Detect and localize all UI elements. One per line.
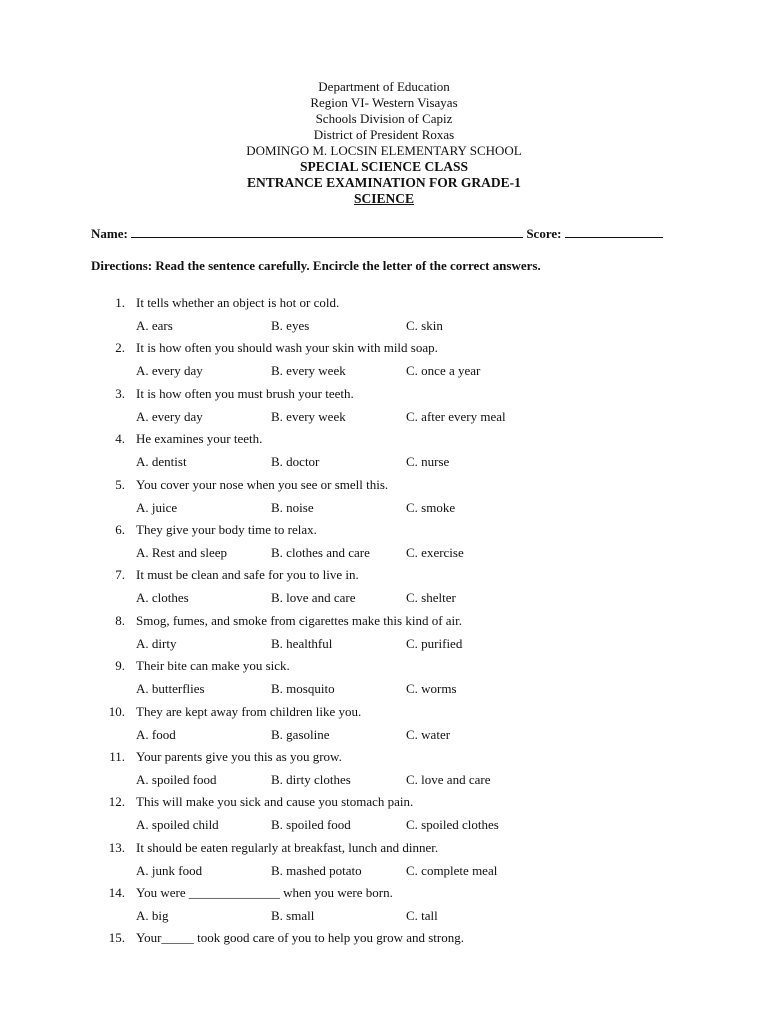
answer-option-b[interactable]: B. every week (271, 408, 346, 424)
score-label: Score: (526, 226, 562, 241)
answer-option-c[interactable]: C. exercise (406, 544, 464, 560)
question-text: It should be eaten regularly at breakfast, lunch and dinner. (136, 839, 439, 855)
question-number: 4. (115, 431, 125, 447)
question-text: They give your body time to relax. (136, 521, 317, 537)
answer-option-b[interactable]: B. spoiled food (271, 817, 351, 833)
answer-option-b[interactable]: B. dirty clothes (271, 771, 351, 787)
answer-option-c[interactable]: C. spoiled clothes (406, 817, 499, 833)
question-text: Their bite can make you sick. (136, 658, 290, 674)
question-number: 8. (115, 612, 125, 628)
question-text: Smog, fumes, and smoke from cigarettes make this kind of air. (136, 612, 463, 628)
question-item (0, 295, 768, 340)
score-blank-line[interactable] (565, 225, 663, 238)
question-number: 1. (115, 295, 125, 310)
answer-option-c[interactable]: C. love and care (406, 771, 491, 787)
answer-option-b[interactable]: B. clothes and care (271, 544, 370, 560)
answer-option-b[interactable]: B. small (271, 908, 315, 924)
question-number: 10. (108, 703, 125, 719)
answer-option-b[interactable]: B. healthful (271, 635, 333, 651)
question-text: He examines your teeth. (136, 431, 263, 447)
question-text: It is how often you should wash your skin with mild soap. (136, 340, 438, 356)
question-item (0, 431, 768, 476)
question-text: It is how often you must brush your teeth. (136, 385, 354, 401)
answer-option-a[interactable]: A. junk food (136, 862, 203, 878)
header-line-region: Region VI- Western Visayas (310, 95, 458, 110)
question-item (0, 749, 768, 794)
answer-option-a[interactable]: A. spoiled food (136, 771, 217, 787)
question-number: 2. (115, 340, 125, 356)
header-line-school: DOMINGO M. LOCSIN ELEMENTARY SCHOOL (246, 143, 522, 158)
question-item (0, 840, 768, 885)
question-number: 5. (115, 476, 125, 492)
answer-option-a[interactable]: A. big (136, 908, 169, 924)
question-number: 12. (108, 794, 125, 810)
question-text: You were ______________ when you were born. (136, 885, 393, 901)
question-item (0, 386, 768, 431)
answer-option-b[interactable]: B. love and care (271, 590, 356, 606)
answer-option-a[interactable]: A. clothes (136, 590, 189, 606)
question-number: 9. (115, 658, 125, 674)
answer-option-c[interactable]: C. once a year (406, 363, 481, 379)
question-number: 3. (115, 385, 125, 401)
name-score-row (91, 225, 681, 242)
answer-option-b[interactable]: B. every week (271, 363, 346, 379)
name-blank-line[interactable] (131, 225, 523, 238)
answer-option-c[interactable]: C. skin (406, 318, 443, 333)
question-number: 14. (108, 885, 125, 901)
question-item (0, 477, 768, 522)
question-text: They are kept away from children like you. (136, 703, 362, 719)
answer-option-c[interactable]: C. water (406, 726, 451, 742)
name-label: Name: (91, 226, 128, 241)
question-text: You cover your nose when you see or smell this. (136, 476, 389, 492)
header-line-department: Department of Education (318, 79, 450, 94)
answer-option-c[interactable]: C. worms (406, 681, 457, 697)
answer-option-c[interactable]: C. complete meal (406, 862, 498, 878)
question-text: This will make you sick and cause you stomach pain. (136, 794, 414, 810)
question-number: 13. (108, 839, 125, 855)
answer-option-a[interactable]: A. ears (136, 318, 173, 333)
answer-option-c[interactable]: C. shelter (406, 590, 456, 606)
answer-option-a[interactable]: A. every day (136, 408, 203, 424)
question-item (0, 340, 768, 385)
answer-option-c[interactable]: C. smoke (406, 499, 456, 515)
header-line-district: District of President Roxas (313, 127, 455, 142)
question-item (0, 522, 768, 567)
question-number: 6. (115, 521, 125, 537)
question-text: Your parents give you this as you grow. (136, 748, 342, 764)
question-item (0, 794, 768, 839)
answer-option-a[interactable]: A. spoiled child (136, 817, 219, 833)
question-list (0, 295, 768, 976)
answer-option-a[interactable]: A. dirty (136, 635, 177, 651)
exam-title: ENTRANCE EXAMINATION FOR GRADE-1 (247, 175, 521, 190)
answer-option-c[interactable]: C. purified (406, 635, 463, 651)
answer-option-a[interactable]: A. food (136, 726, 176, 742)
question-item (0, 567, 768, 612)
question-text: Your_____ took good care of you to help you grow and strong. (136, 930, 464, 946)
answer-option-a[interactable]: A. Rest and sleep (136, 544, 227, 560)
question-number: 7. (115, 567, 125, 583)
answer-option-a[interactable]: A. butterflies (136, 681, 205, 697)
directions-text: Directions: Read the sentence carefully. Encircle the letter of the correct answers. (91, 258, 541, 273)
question-item (0, 885, 768, 930)
answer-option-c[interactable]: C. nurse (406, 454, 450, 470)
answer-option-b[interactable]: B. mosquito (271, 681, 335, 697)
question-text: It tells whether an object is hot or cold. (136, 295, 340, 310)
answer-option-b[interactable]: B. eyes (271, 318, 310, 333)
answer-option-c[interactable]: C. tall (406, 908, 438, 924)
question-item (0, 930, 768, 975)
document-header (0, 79, 768, 207)
question-text: It must be clean and safe for you to live in. (136, 567, 359, 583)
answer-option-b[interactable]: B. noise (271, 499, 314, 515)
answer-option-b[interactable]: B. mashed potato (271, 862, 362, 878)
subject-title: SCIENCE (353, 191, 415, 206)
answer-option-b[interactable]: B. doctor (271, 454, 320, 470)
class-title: SPECIAL SCIENCE CLASS (299, 159, 469, 174)
answer-option-b[interactable]: B. gasoline (271, 726, 330, 742)
answer-option-a[interactable]: A. dentist (136, 454, 187, 470)
question-number: 11. (109, 748, 125, 764)
answer-option-c[interactable]: C. after every meal (406, 408, 506, 424)
header-line-division: Schools Division of Capiz (315, 111, 453, 126)
question-item (0, 613, 768, 658)
question-number: 15. (108, 930, 125, 946)
question-item (0, 704, 768, 749)
answer-option-a[interactable]: A. every day (136, 363, 203, 379)
question-item (0, 658, 768, 703)
answer-option-a[interactable]: A. juice (136, 499, 178, 515)
